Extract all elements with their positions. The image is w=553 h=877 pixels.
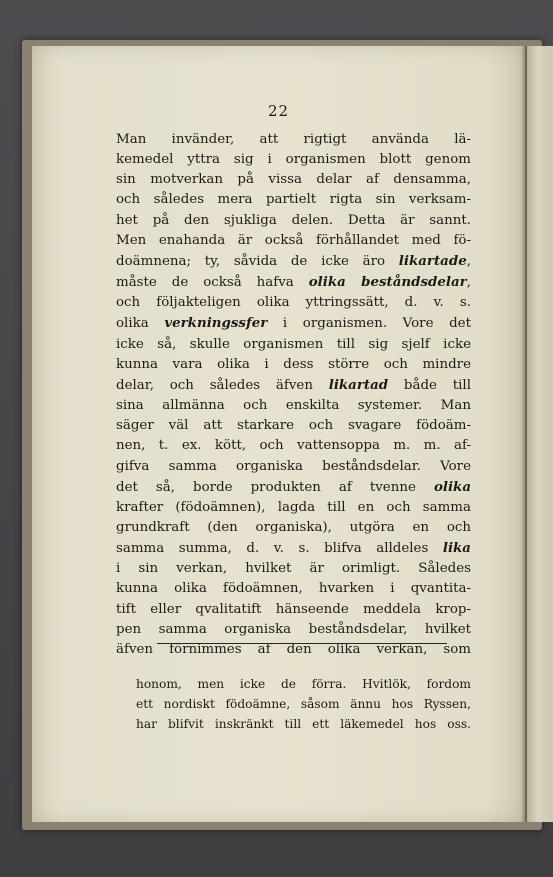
text-segment: icke så, skulle organismen till sig sjelf icke: [116, 336, 471, 352]
footnote-line: honom, men icke de förra. Hvitlök, fordom: [136, 677, 471, 691]
text-line: [116, 355, 471, 375]
text-segment: nen, t. ex. kött, och vattensoppa m. m. af-: [116, 438, 471, 454]
emphasized-text: lika: [442, 540, 471, 557]
text-line: [116, 436, 471, 456]
book-page: [32, 46, 525, 822]
text-line: [116, 559, 471, 579]
text-line: [116, 231, 471, 251]
text-line: [116, 313, 471, 334]
facing-page-edge: [527, 46, 553, 822]
text-line: [116, 477, 471, 498]
text-segment: delar, och således äfven: [116, 377, 329, 393]
text-segment: sin motverkan på vissa delar af densamma,: [116, 172, 471, 188]
text-segment: och följakteligen olika yttringssätt, d. v. s.: [116, 295, 471, 311]
text-segment: och således mera partielt rigta sin verksam-: [116, 192, 471, 208]
text-segment: samma summa, d. v. s. blifva alldeles: [116, 541, 443, 557]
emphasized-text: olika: [433, 478, 471, 495]
text-segment: det så, borde produkten af tvenne: [116, 479, 434, 495]
text-segment: tift eller qvalitatift hänseende meddela krop-: [116, 601, 471, 617]
text-segment: ,: [466, 275, 471, 291]
text-segment: i organismen. Vore det: [267, 316, 471, 332]
text-segment: kunna vara olika i dess större och mindre: [116, 356, 471, 372]
text-line: [116, 251, 471, 272]
text-line: [116, 211, 471, 231]
text-line: [116, 416, 471, 436]
page-number: 22: [267, 102, 290, 120]
text-line: [116, 600, 471, 620]
text-line: [116, 272, 471, 293]
text-segment: pen samma organiska beståndsdelar, hvilket: [116, 621, 471, 637]
text-line: [116, 538, 471, 559]
text-line: [116, 457, 471, 477]
emphasized-text: verkningssfer: [164, 315, 268, 332]
text-line: [116, 130, 471, 150]
text-line: [116, 518, 471, 538]
text-line: [116, 170, 471, 190]
text-segment: Man invänder, att rigtigt använda lä-: [116, 132, 471, 147]
text-line: [116, 579, 471, 599]
text-line: [116, 620, 471, 640]
footnote-line: har blifvit inskränkt till ett läkemedel hos oss.: [136, 716, 471, 731]
text-segment: Men enahanda är också förhållandet med fö-: [116, 232, 471, 248]
text-segment: sina allmänna och enskilta systemer. Man: [116, 398, 471, 414]
text-line: [116, 335, 471, 355]
text-segment: olika: [116, 316, 165, 332]
text-line: [116, 396, 471, 416]
text-segment: i sin verkan, hvilket är orimligt. Således: [116, 561, 471, 577]
text-segment: doämnena; ty, såvida de icke äro: [116, 253, 399, 269]
text-segment: både till: [388, 377, 471, 393]
text-segment: ,: [466, 253, 471, 269]
footnote-line: ett nordiskt födoämne, såsom ännu hos Ryssen,: [136, 696, 471, 711]
text-segment: grundkraft (den organiska), utgöra en och: [116, 519, 471, 535]
text-segment: säger väl att starkare och svagare födoäm-: [116, 418, 471, 434]
text-line: [116, 293, 471, 313]
emphasized-text: olika beståndsdelar: [308, 274, 467, 291]
text-line: [116, 190, 471, 210]
text-segment: krafter (födoämnen), lagda till en och samma: [116, 499, 471, 515]
emphasized-text: likartad: [328, 376, 389, 393]
emphasized-text: likartade: [398, 252, 467, 269]
text-segment: kunna olika födoämnen, hvarken i qvantita-: [116, 581, 471, 597]
text-segment: kemedel yttra sig i organismen blott genom: [116, 152, 471, 168]
body-text: [116, 130, 471, 660]
text-line: [116, 498, 471, 518]
text-segment: äfven förnimmes af den olika verkan, som: [116, 641, 471, 657]
footnote-separator: [157, 643, 447, 644]
text-segment: het på den sjukliga delen. Detta är sannt.: [116, 212, 471, 228]
text-line: [116, 375, 471, 396]
text-line: [116, 150, 471, 170]
text-segment: gifva samma organiska beståndsdelar. Vore: [116, 458, 471, 474]
footnote: [136, 675, 471, 734]
text-segment: måste de också hafva: [116, 275, 309, 291]
